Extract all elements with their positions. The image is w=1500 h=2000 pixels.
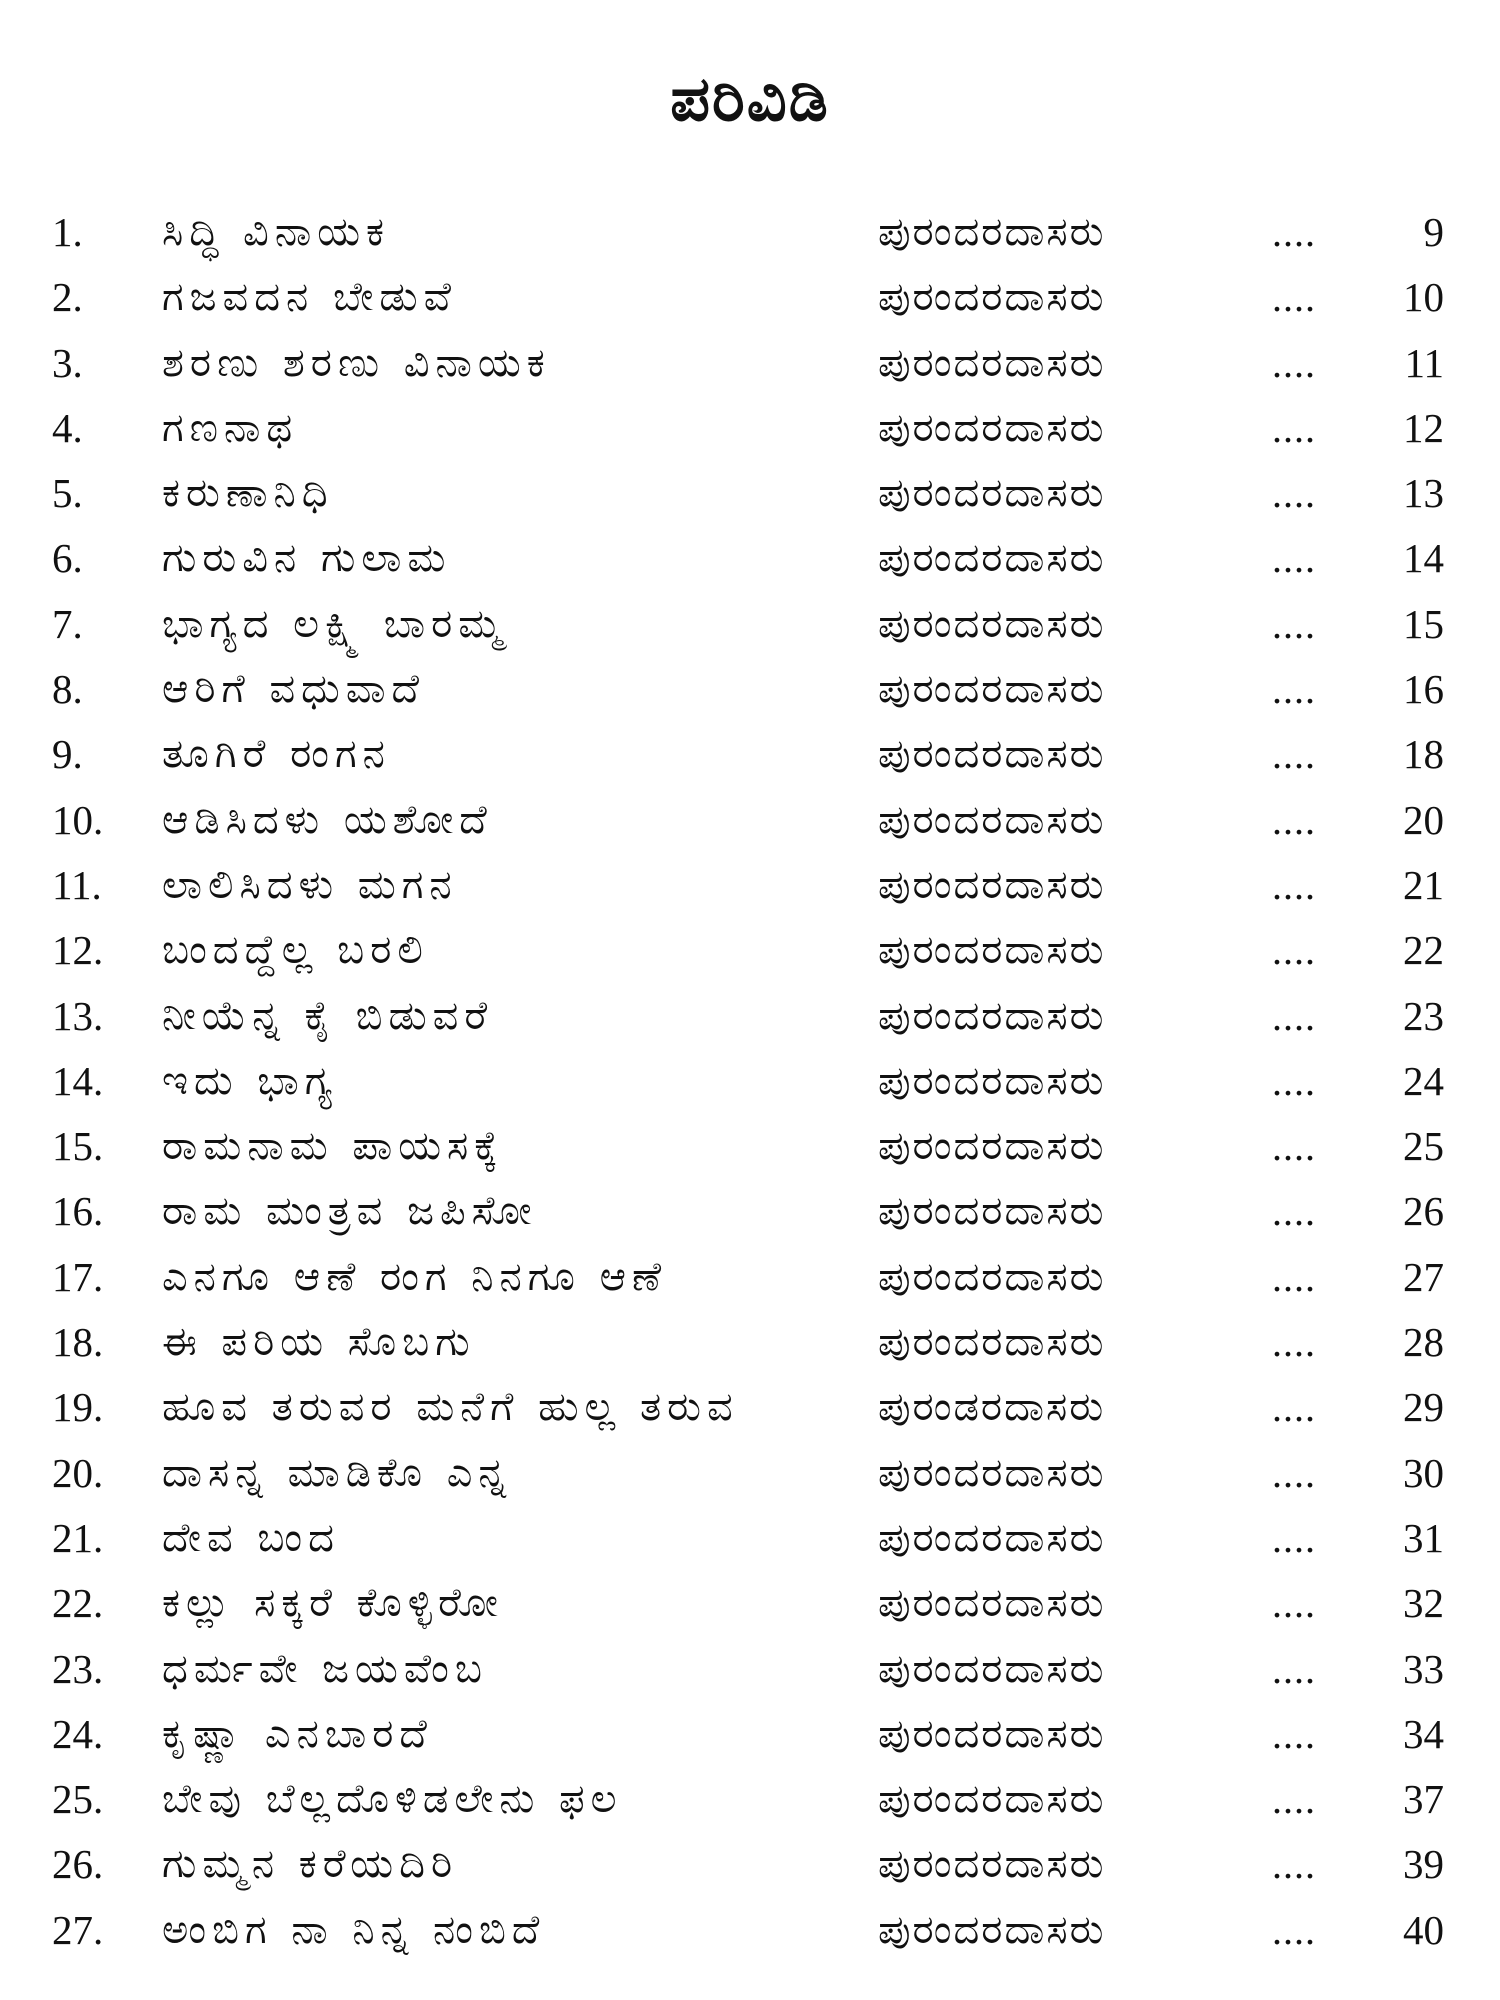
leader-dots: .... <box>1272 1320 1316 1366</box>
toc-row <box>0 1049 1500 1114</box>
page-number: 25 <box>1403 1123 1444 1170</box>
leader-dots: .... <box>1272 1711 1316 1757</box>
page-number: 40 <box>1403 1906 1444 1953</box>
toc-row <box>0 1114 1500 1179</box>
page-number: 11 <box>1404 339 1444 386</box>
toc-row <box>0 461 1500 526</box>
page-number: 20 <box>1403 796 1444 843</box>
author-name: ಪುರಂದರದಾಸರು <box>878 274 1106 321</box>
entry-number: 4. <box>52 404 83 451</box>
song-title: ಗುರುವಿನ ಗುಲಾಮ <box>162 535 452 582</box>
page-number: 27 <box>1403 1253 1444 1300</box>
song-title: ಸಿದ್ಧಿ ವಿನಾಯಕ <box>162 209 391 255</box>
leader-dots: .... <box>1272 862 1316 908</box>
page-number: 9 <box>1423 209 1444 255</box>
entry-number: 19. <box>52 1384 104 1431</box>
author-name: ಪುರಂದರದಾಸರು <box>878 861 1106 908</box>
toc-row <box>0 1767 1500 1832</box>
author-name: ಪುರಂದರದಾಸರು <box>878 731 1106 778</box>
entry-number: 8. <box>52 666 83 713</box>
toc-row <box>0 1310 1500 1375</box>
song-title: ಇದು ಭಾಗ್ಯ <box>162 1057 338 1104</box>
entry-number: 21. <box>52 1514 104 1561</box>
page-number: 28 <box>1403 1319 1444 1366</box>
toc-row <box>0 657 1500 722</box>
song-title: ಭಾಗ್ಯದ ಲಕ್ಷ್ಮಿ ಬಾರಮ್ಮ <box>162 600 508 647</box>
author-name: ಪುರಂದರದಾಸರು <box>878 927 1106 974</box>
leader-dots: .... <box>1272 928 1316 974</box>
page-number: 22 <box>1403 927 1444 974</box>
entry-number: 5. <box>52 470 83 517</box>
leader-dots: .... <box>1272 1189 1316 1235</box>
song-title: ರಾಮ ಮಂತ್ರವ ಜಪಿಸೋ <box>162 1188 538 1235</box>
page-number: 10 <box>1403 274 1444 321</box>
leader-dots: .... <box>1272 471 1316 517</box>
author-name: ಪುರಂದರದಾಸರು <box>878 1514 1106 1561</box>
toc-row <box>0 265 1500 330</box>
leader-dots: .... <box>1272 1777 1316 1823</box>
song-title: ಶರಣು ಶರಣು ವಿನಾಯಕ <box>162 339 551 386</box>
page-number: 14 <box>1403 535 1444 582</box>
leader-dots: .... <box>1272 1254 1316 1300</box>
song-title: ತೂಗಿರೆ ರಂಗನ <box>162 731 391 778</box>
toc-row <box>0 1832 1500 1897</box>
entry-number: 24. <box>52 1710 104 1757</box>
song-title: ಬಂದದ್ದೆಲ್ಲ ಬರಲಿ <box>162 927 429 974</box>
author-name: ಪುರಂದರದಾಸರು <box>878 796 1106 843</box>
author-name: ಪುರಂದರದಾಸರು <box>878 992 1106 1039</box>
toc-row <box>0 331 1500 396</box>
toc-row <box>0 592 1500 657</box>
author-name: ಪುರಂದರದಾಸರು <box>878 1906 1106 1953</box>
song-title: ಆಡಿಸಿದಳು ಯಶೋದೆ <box>162 796 493 843</box>
page-number: 13 <box>1403 470 1444 517</box>
song-title: ರಾಮನಾಮ ಪಾಯಸಕ್ಕೆ <box>162 1123 504 1170</box>
page-number: 23 <box>1403 992 1444 1039</box>
author-name: ಪುರಂದರದಾಸರು <box>878 1710 1106 1757</box>
entry-number: 12. <box>52 927 104 974</box>
entry-number: 3. <box>52 339 83 386</box>
author-name: ಪುರಂದರದಾಸರು <box>878 404 1106 451</box>
leader-dots: .... <box>1272 1842 1316 1888</box>
leader-dots: .... <box>1272 1124 1316 1170</box>
entry-number: 17. <box>52 1253 104 1300</box>
song-title: ಧರ್ಮವೇ ಜಯವೆಂಬ <box>162 1645 488 1692</box>
author-name: ಪುರಂದರದಾಸರು <box>878 600 1106 647</box>
page-number: 16 <box>1403 666 1444 713</box>
song-title: ಕಲ್ಲು ಸಕ್ಕರೆ ಕೊಳ್ಳಿರೋ <box>162 1580 504 1627</box>
toc-row <box>0 984 1500 1049</box>
entry-number: 25. <box>52 1776 104 1823</box>
page-number: 12 <box>1403 404 1444 451</box>
toc-row <box>0 1245 1500 1310</box>
toc-row <box>0 722 1500 787</box>
leader-dots: .... <box>1272 1515 1316 1561</box>
song-title: ಹೂವ ತರುವರ ಮನೆಗೆ ಹುಲ್ಲ ತರುವ <box>162 1384 739 1431</box>
page-number: 15 <box>1403 600 1444 647</box>
song-title: ಬೇವು ಬೆಲ್ಲದೊಳಿಡಲೇನು ಫಲ <box>162 1776 623 1823</box>
page-title: ಪರಿವಿಡಿ <box>670 62 830 135</box>
table-of-contents <box>0 200 1500 1963</box>
leader-dots: .... <box>1272 1581 1316 1627</box>
leader-dots: .... <box>1272 1646 1316 1692</box>
page-number: 33 <box>1403 1645 1444 1692</box>
page-number: 29 <box>1403 1384 1444 1431</box>
author-name: ಪುರಂದರದಾಸರು <box>878 1776 1106 1823</box>
author-name: ಪುರಂಡರದಾಸರು <box>878 1384 1106 1431</box>
toc-row <box>0 1702 1500 1767</box>
toc-row <box>0 1571 1500 1636</box>
author-name: ಪುರಂದರದಾಸರು <box>878 535 1106 582</box>
author-name: ಪುರಂದರದಾಸರು <box>878 1123 1106 1170</box>
entry-number: 26. <box>52 1841 104 1888</box>
entry-number: 18. <box>52 1319 104 1366</box>
author-name: ಪುರಂದರದಾಸರು <box>878 339 1106 386</box>
leader-dots: .... <box>1272 601 1316 647</box>
entry-number: 27. <box>52 1906 104 1953</box>
toc-row <box>0 918 1500 983</box>
author-name: ಪುರಂದರದಾಸರು <box>878 1449 1106 1496</box>
author-name: ಪುರಂದರದಾಸರು <box>878 1057 1106 1104</box>
page-number: 24 <box>1403 1057 1444 1104</box>
song-title: ಕೃಷ್ಣಾ ಎನಬಾರದೆ <box>162 1710 433 1757</box>
page-number: 31 <box>1403 1514 1444 1561</box>
entry-number: 1. <box>52 209 83 255</box>
entry-number: 11. <box>52 861 102 908</box>
author-name: ಪುರಂದರದಾಸರು <box>878 1580 1106 1627</box>
entry-number: 13. <box>52 992 104 1039</box>
leader-dots: .... <box>1272 1907 1316 1953</box>
entry-number: 6. <box>52 535 83 582</box>
song-title: ದೇವ ಬಂದ <box>162 1514 340 1561</box>
song-title: ನೀಯೆನ್ನ ಕೈ ಬಿಡುವರೆ <box>162 992 494 1039</box>
entry-number: 2. <box>52 274 83 321</box>
toc-row <box>0 396 1500 461</box>
entry-number: 9. <box>52 731 83 778</box>
author-name: ಪುರಂದರದಾಸರು <box>878 209 1106 255</box>
song-title: ಲಾಲಿಸಿದಳು ಮಗನ <box>162 861 458 908</box>
leader-dots: .... <box>1272 210 1316 255</box>
song-title: ಗಜವದನ ಬೇಡುವೆ <box>162 274 457 321</box>
leader-dots: .... <box>1272 340 1316 386</box>
toc-row <box>0 1179 1500 1244</box>
author-name: ಪುರಂದರದಾಸರು <box>878 1253 1106 1300</box>
toc-row <box>0 788 1500 853</box>
song-title: ಅಂಬಿಗ ನಾ ನಿನ್ನ ನಂಬಿದೆ <box>162 1906 546 1953</box>
author-name: ಪುರಂದರದಾಸರು <box>878 1188 1106 1235</box>
toc-row <box>0 1375 1500 1440</box>
leader-dots: .... <box>1272 993 1316 1039</box>
song-title: ಆರಿಗೆ ವಧುವಾದೆ <box>162 666 425 713</box>
song-title: ಎನಗೂ ಆಣೆ ರಂಗ ನಿನಗೂ ಆಣೆ <box>162 1253 668 1300</box>
leader-dots: .... <box>1272 275 1316 321</box>
entry-number: 22. <box>52 1580 104 1627</box>
author-name: ಪುರಂದರದಾಸರು <box>878 1645 1106 1692</box>
author-name: ಪುರಂದರದಾಸರು <box>878 1319 1106 1366</box>
page-number: 21 <box>1403 861 1444 908</box>
entry-number: 23. <box>52 1645 104 1692</box>
entry-number: 20. <box>52 1449 104 1496</box>
leader-dots: .... <box>1272 732 1316 778</box>
song-title: ಗಣನಾಥ <box>162 404 299 451</box>
author-name: ಪುರಂದರದಾಸರು <box>878 470 1106 517</box>
author-name: ಪುರಂದರದಾಸರು <box>878 1841 1106 1888</box>
leader-dots: .... <box>1272 667 1316 713</box>
toc-row <box>0 526 1500 591</box>
leader-dots: .... <box>1272 405 1316 451</box>
toc-row <box>0 1637 1500 1702</box>
song-title: ದಾಸನ್ನ ಮಾಡಿಕೊ ಎನ್ನ <box>162 1449 513 1496</box>
toc-row <box>0 1898 1500 1963</box>
leader-dots: .... <box>1272 797 1316 843</box>
leader-dots: .... <box>1272 1450 1316 1496</box>
page-number: 39 <box>1403 1841 1444 1888</box>
entry-number: 7. <box>52 600 83 647</box>
leader-dots: .... <box>1272 1058 1316 1104</box>
song-title: ಗುಮ್ಮನ ಕರೆಯದಿರಿ <box>162 1841 459 1888</box>
entry-number: 15. <box>52 1123 104 1170</box>
song-title: ಕರುಣಾನಿಧಿ <box>162 470 334 517</box>
toc-row <box>0 1441 1500 1506</box>
page-number: 34 <box>1403 1710 1444 1757</box>
toc-row <box>0 853 1500 918</box>
page-number: 37 <box>1403 1776 1444 1823</box>
entry-number: 16. <box>52 1188 104 1235</box>
toc-row <box>0 200 1500 265</box>
page-number: 18 <box>1403 731 1444 778</box>
entry-number: 14. <box>52 1057 104 1104</box>
toc-row <box>0 1506 1500 1571</box>
author-name: ಪುರಂದರದಾಸರು <box>878 666 1106 713</box>
leader-dots: .... <box>1272 536 1316 582</box>
entry-number: 10. <box>52 796 104 843</box>
leader-dots: .... <box>1272 1385 1316 1431</box>
page-number: 32 <box>1403 1580 1444 1627</box>
page-number: 26 <box>1403 1188 1444 1235</box>
page-number: 30 <box>1403 1449 1444 1496</box>
song-title: ಈ ಪರಿಯ ಸೊಬಗು <box>162 1319 476 1366</box>
